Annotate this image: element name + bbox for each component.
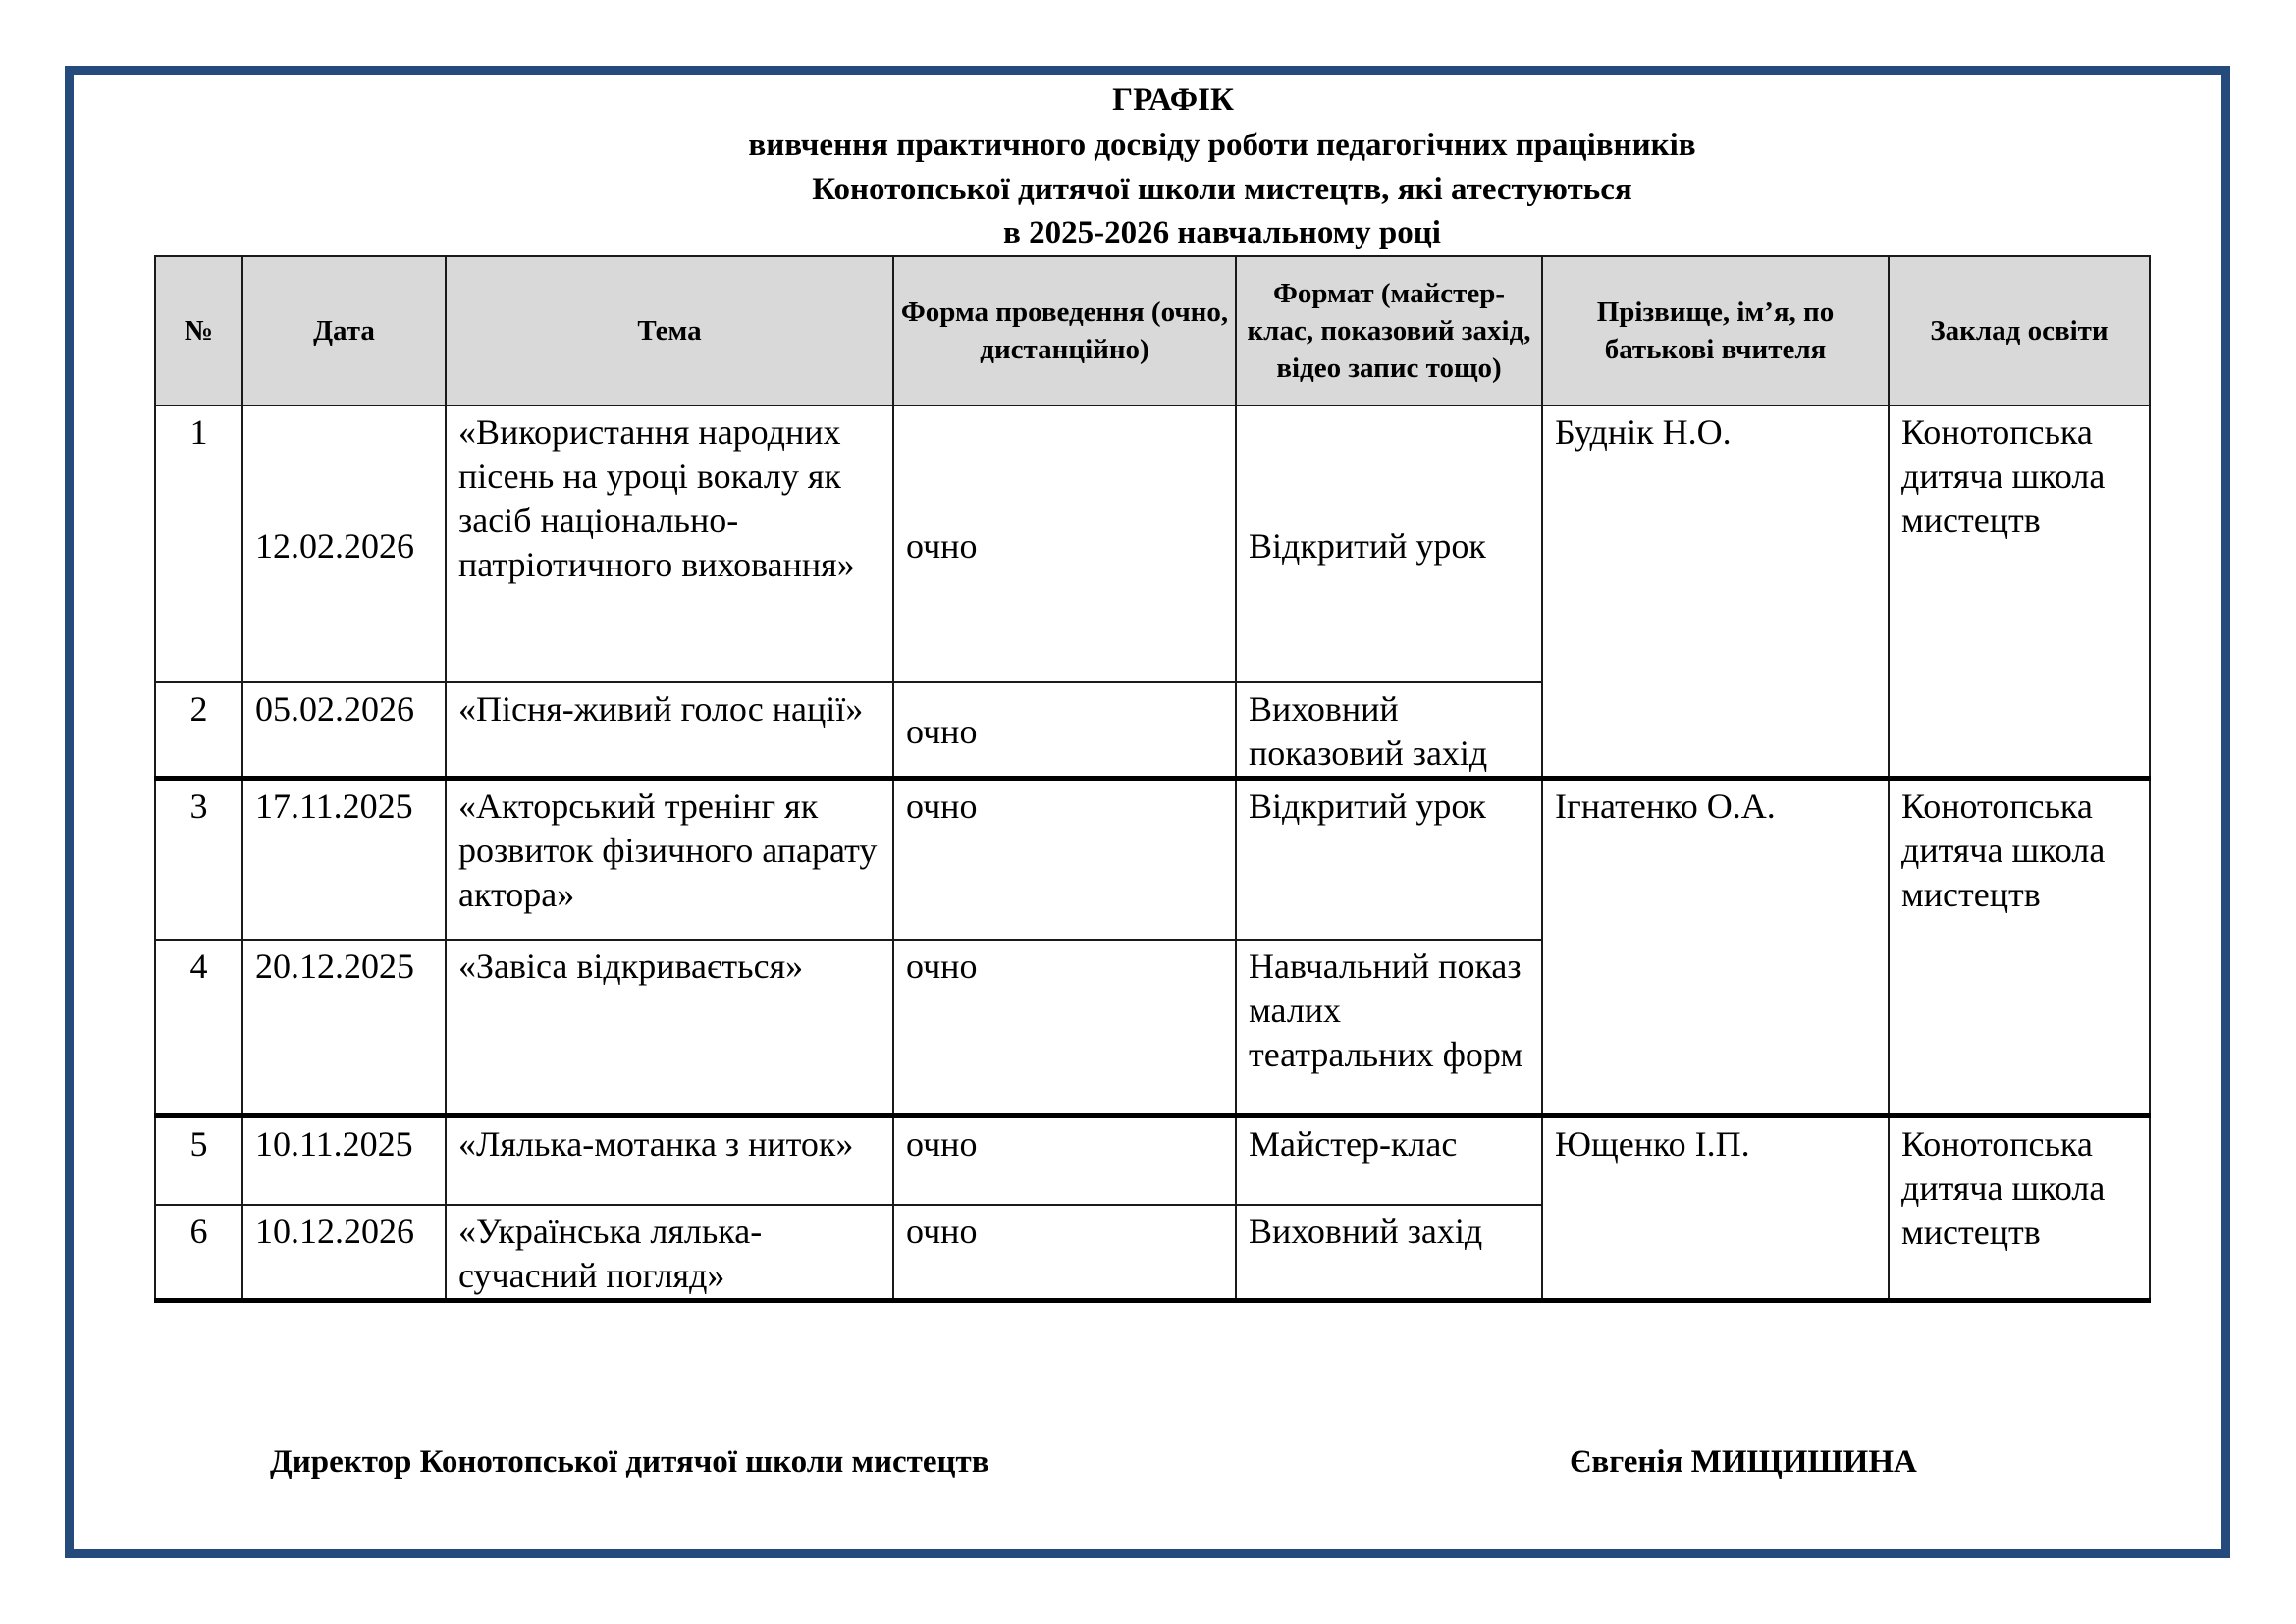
row-date: 10.11.2025 [242, 1116, 446, 1205]
row-format: Майстер-клас [1236, 1116, 1542, 1205]
row-teacher: Ющенко І.П. [1542, 1116, 1889, 1301]
row-topic: «Завіса відкривається» [446, 940, 893, 1116]
header-topic: Тема [446, 256, 893, 406]
row-format: Відкритий урок [1236, 406, 1542, 682]
header-institution: Заклад освіти [1889, 256, 2150, 406]
row-topic: «Пісня-живий голос нації» [446, 682, 893, 779]
row-institution: Конотопська дитяча школа мистецтв [1889, 779, 2150, 1116]
row-institution: Конотопська дитяча школа мистецтв [1889, 1116, 2150, 1301]
row-number: 5 [155, 1116, 242, 1205]
row-teacher: Буднік Н.О. [1542, 406, 1889, 779]
row-teacher: Ігнатенко О.А. [1542, 779, 1889, 1116]
row-form: очно [893, 406, 1236, 682]
row-form: очно [893, 940, 1236, 1116]
row-form: очно [893, 682, 1236, 779]
document-title: ГРАФІК [1112, 82, 1234, 118]
row-topic: «Використання народних пісень на уроці вокалу як засіб національно-патріотичного виховання» [446, 406, 893, 682]
header-teacher: Прізвище, ім’я, по батькові вчителя [1542, 256, 1889, 406]
table-row [155, 406, 2150, 682]
signature-name: Євгенія МИЩИШИНА [1570, 1444, 1917, 1480]
row-format: Відкритий урок [1236, 779, 1542, 940]
document-subtitle-line-3: в 2025-2026 навчальному році [1003, 215, 1441, 250]
row-form: очно [893, 1205, 1236, 1301]
header-date: Дата [242, 256, 446, 406]
row-format: Виховний показовий захід [1236, 682, 1542, 779]
row-format: Навчальний показ малих театральних форм [1236, 940, 1542, 1116]
header-form: Форма проведення (очно, дистанційно) [893, 256, 1236, 406]
row-date: 10.12.2026 [242, 1205, 446, 1301]
row-date: 05.02.2026 [242, 682, 446, 779]
row-date: 17.11.2025 [242, 779, 446, 940]
header-number: № [155, 256, 242, 406]
row-number: 4 [155, 940, 242, 1116]
table-row [155, 779, 2150, 940]
row-date: 12.02.2026 [242, 406, 446, 682]
signature-position: Директор Конотопської дитячої школи мистецтв [270, 1444, 989, 1480]
header-format: Формат (майстер-клас, показовий захід, відео запис тощо) [1236, 256, 1542, 406]
row-number: 2 [155, 682, 242, 779]
row-format: Виховний захід [1236, 1205, 1542, 1301]
row-form: очно [893, 1116, 1236, 1205]
row-form: очно [893, 779, 1236, 940]
row-number: 6 [155, 1205, 242, 1301]
row-date: 20.12.2025 [242, 940, 446, 1116]
document-subtitle-line-2: Конотопської дитячої школи мистецтв, які атестуються [812, 172, 1632, 207]
row-number: 3 [155, 779, 242, 940]
table-header-row [155, 256, 2150, 406]
row-institution: Конотопська дитяча школа мистецтв [1889, 406, 2150, 779]
row-topic: «Акторський тренінг як розвиток фізичного апарату актора» [446, 779, 893, 940]
table-row [155, 1116, 2150, 1205]
row-topic: «Українська лялька-сучасний погляд» [446, 1205, 893, 1301]
schedule-table [154, 255, 2151, 1303]
row-number: 1 [155, 406, 242, 682]
document-subtitle-line-1: вивчення практичного досвіду роботи педагогічних працівників [748, 128, 1696, 163]
row-topic: «Лялька-мотанка з ниток» [446, 1116, 893, 1205]
